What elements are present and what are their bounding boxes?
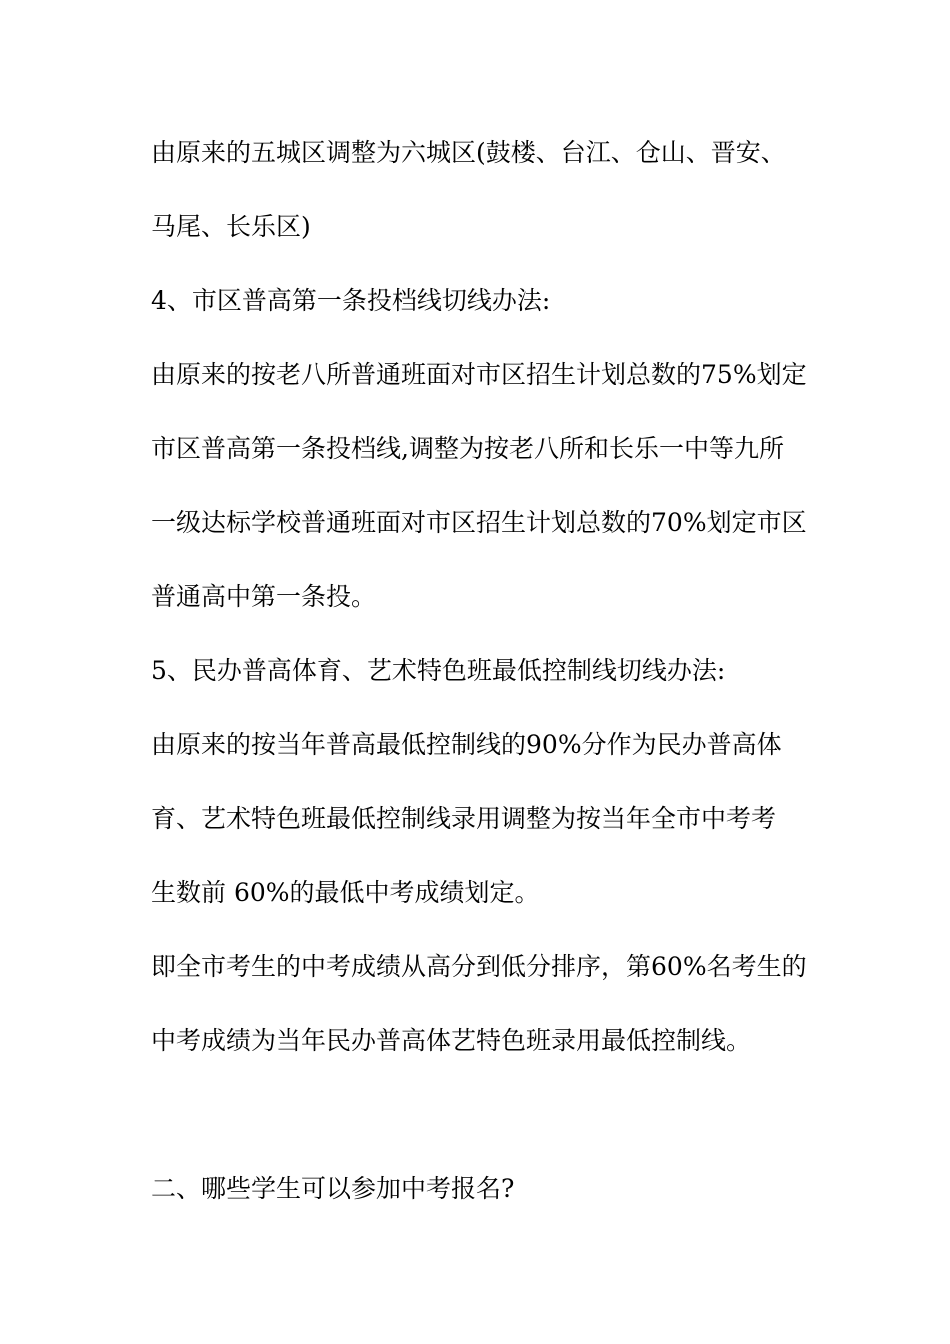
paragraph-line-90-percent: 由原来的按当年普高最低控制线的90%分作为民办普高体	[151, 730, 782, 759]
paragraph-line-adjustment: 育、艺术特色班最低控制线录用调整为按当年全市中考考	[151, 804, 777, 833]
paragraph-line-first-line-end: 普通高中第一条投。	[151, 582, 377, 611]
paragraph-line-nine-schools: 市区普高第一条投档线,调整为按老八所和长乐一中等九所	[151, 434, 784, 463]
section-heading-4: 4、市区普高第一条投档线切线办法:	[151, 286, 551, 315]
paragraph-line-60-percent: 生数前 60%的最低中考成绩划定。	[151, 878, 540, 907]
paragraph-line-district-list-end: 马尾、长乐区)	[151, 212, 311, 241]
section-heading-5: 5、民办普高体育、艺术特色班最低控制线切线办法:	[151, 656, 726, 685]
section-heading-2: 二、哪些学生可以参加中考报名?	[151, 1174, 515, 1203]
paragraph-line-ranking: 即全市考生的中考成绩从高分到低分排序，第60%名考生的	[151, 952, 807, 981]
paragraph-line-district-change: 由原来的五城区调整为六城区(鼓楼、台江、仓山、晋安、	[151, 138, 786, 167]
paragraph-line-control-line: 中考成绩为当年民办普高体艺特色班录用最低控制线。	[151, 1026, 752, 1055]
paragraph-line-75-percent: 由原来的按老八所普通班面对市区招生计划总数的75%划定	[151, 360, 807, 389]
paragraph-line-70-percent: 一级达标学校普通班面对市区招生计划总数的70%划定市区	[151, 508, 807, 537]
